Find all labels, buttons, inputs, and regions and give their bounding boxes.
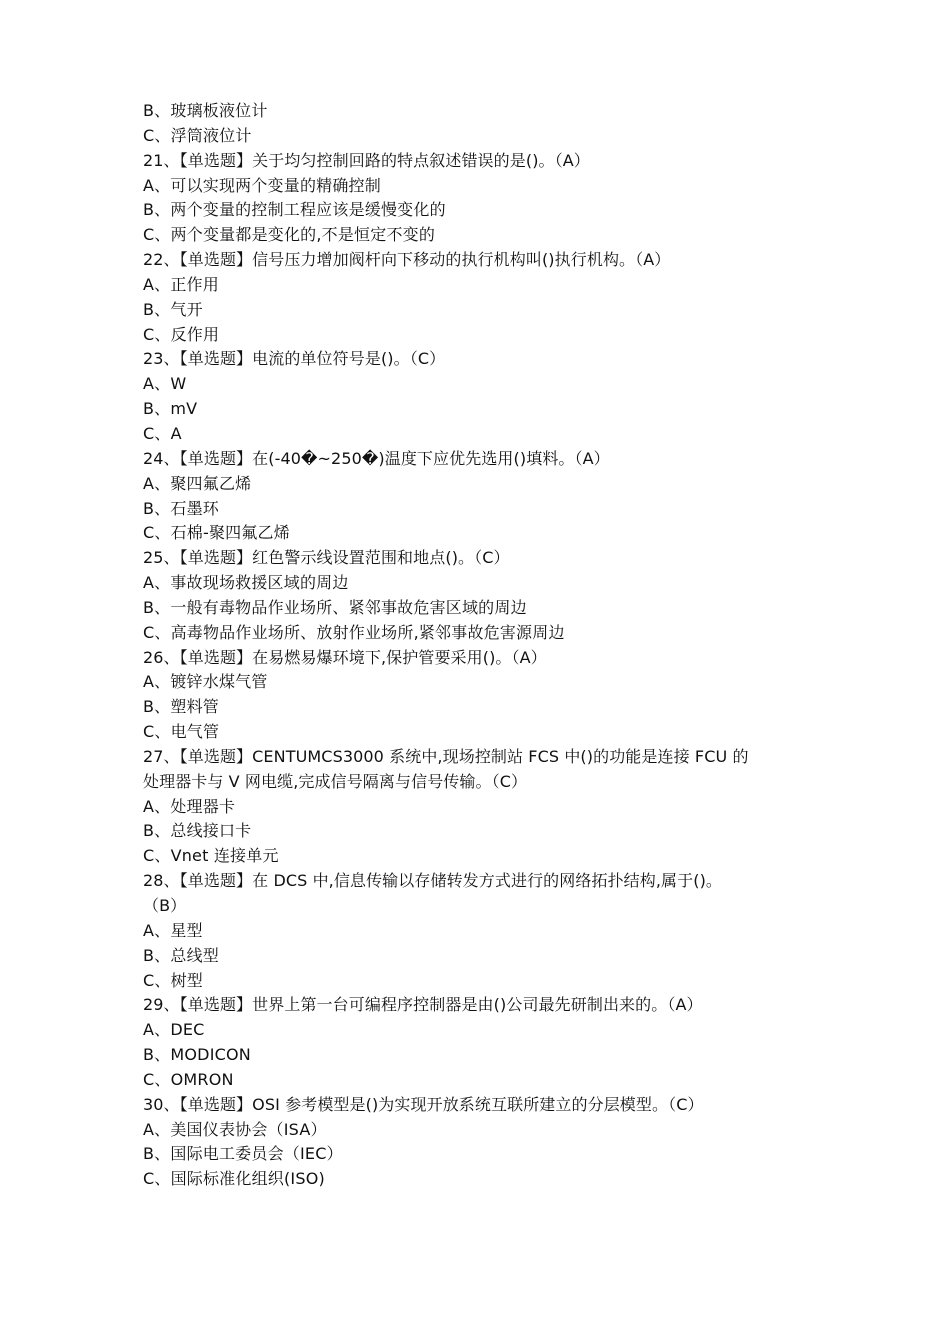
question-line: 29、【单选题】世界上第一台可编程序控制器是由()公司最先研制出来的。（A） <box>143 995 703 1015</box>
option-line: C、树型 <box>143 970 203 990</box>
option-line: C、石棉-聚四氟乙烯 <box>143 523 290 543</box>
option-line: A、处理器卡 <box>143 796 236 816</box>
option-line: C、电气管 <box>143 722 220 742</box>
question-line: 26、【单选题】在易燃易爆环境下,保护管要采用()。（A） <box>143 647 547 667</box>
question-line: 25、【单选题】红色警示线设置范围和地点()。（C） <box>143 548 510 568</box>
option-line: A、聚四氟乙烯 <box>143 473 252 493</box>
option-line: A、正作用 <box>143 274 219 294</box>
question-list <box>143 99 815 1192</box>
option-line: A、镀锌水煤气管 <box>143 672 268 692</box>
question-line: 30、【单选题】OSI 参考模型是()为实现开放系统互联所建立的分层模型。（C） <box>143 1094 704 1114</box>
option-line: A、DEC <box>143 1020 205 1040</box>
option-line: B、总线型 <box>143 945 219 965</box>
question-line: 23、【单选题】电流的单位符号是()。（C） <box>143 349 446 369</box>
option-line: A、W <box>143 374 187 394</box>
question-line: 28、【单选题】在 DCS 中,信息传输以存储转发方式进行的网络拓扑结构,属于()。 <box>143 871 723 891</box>
option-line: B、一般有毒物品作业场所、紧邻事故危害区域的周边 <box>143 597 527 617</box>
question-line: 27、【单选题】CENTUMCS3000 系统中,现场控制站 FCS 中()的功能是连接 FCU 的 <box>143 746 749 766</box>
question-line: 处理器卡与 V 网电缆,完成信号隔离与信号传输。（C） <box>143 771 528 791</box>
option-line: C、高毒物品作业场所、放射作业场所,紧邻事故危害源周边 <box>143 622 565 642</box>
option-line: B、两个变量的控制工程应该是缓慢变化的 <box>143 200 446 220</box>
option-line: A、星型 <box>143 920 203 940</box>
question-line: 22、【单选题】信号压力增加阀杆向下移动的执行机构叫()执行机构。（A） <box>143 250 671 270</box>
option-line: B、气开 <box>143 299 203 319</box>
option-line: B、塑料管 <box>143 697 219 717</box>
question-line: （B） <box>143 896 187 915</box>
option-line: B、MODICON <box>143 1045 251 1065</box>
option-line: C、两个变量都是变化的,不是恒定不变的 <box>143 225 436 245</box>
option-line: C、A <box>143 423 182 443</box>
option-line: C、OMRON <box>143 1069 234 1089</box>
option-line: B、玻璃板液位计 <box>143 101 268 120</box>
option-line: C、国际标准化组织(ISO) <box>143 1169 325 1189</box>
option-line: C、Vnet 连接单元 <box>143 846 279 866</box>
option-line: A、美国仪表协会（ISA） <box>143 1119 327 1139</box>
option-line: B、国际电工委员会（IEC） <box>143 1144 343 1164</box>
option-line: B、石墨环 <box>143 498 219 518</box>
option-line: C、反作用 <box>143 324 220 344</box>
option-line: B、mV <box>143 399 198 419</box>
question-line: 21、【单选题】关于均匀控制回路的特点叙述错误的是()。（A） <box>143 150 590 170</box>
question-line: 24、【单选题】在(-40�~250�)温度下应优先选用()填料。（A） <box>143 448 610 468</box>
option-line: A、可以实现两个变量的精确控制 <box>143 175 381 195</box>
option-line: C、浮筒液位计 <box>143 125 252 145</box>
option-line: B、总线接口卡 <box>143 821 252 841</box>
option-line: A、事故现场救援区域的周边 <box>143 573 349 593</box>
